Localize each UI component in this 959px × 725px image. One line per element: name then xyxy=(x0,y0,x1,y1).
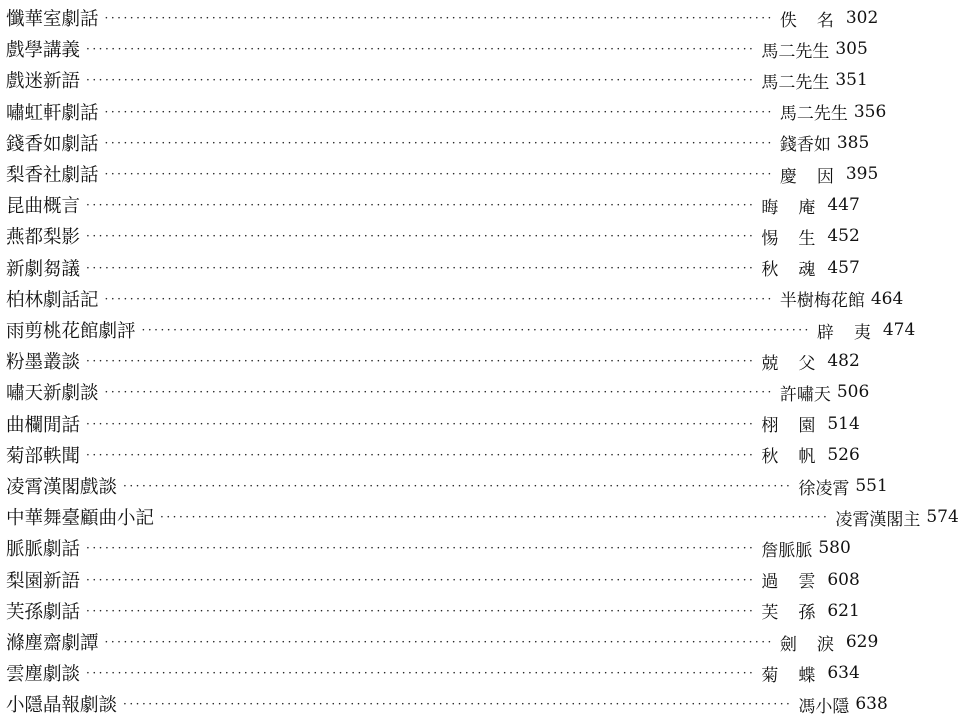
toc-entry xyxy=(6,533,851,563)
entry-author: 馮小隱 xyxy=(798,696,850,717)
toc-entry xyxy=(6,471,888,501)
dot-leader: ·········································································································· xyxy=(86,73,756,88)
toc-entry xyxy=(6,565,860,595)
entry-author: 徐凌霄 xyxy=(798,478,850,499)
dot-leader: ·········································································································· xyxy=(104,291,774,306)
entry-author: 馬二先生 xyxy=(761,72,830,93)
entry-title: 梨香社劇話 xyxy=(6,165,99,186)
toc-entry xyxy=(6,346,860,376)
entry-page-number: 474 xyxy=(882,320,916,340)
entry-title: 錢香如劇話 xyxy=(6,133,99,155)
toc-entry xyxy=(6,221,860,251)
entry-author: 過雲 xyxy=(761,572,836,593)
entry-title: 嘯虹軒劇話 xyxy=(6,102,99,124)
entry-title: 芙孫劇話 xyxy=(6,601,81,623)
entry-page-number: 395 xyxy=(845,164,879,184)
entry-title: 戲迷新語 xyxy=(6,71,81,93)
entry-page-number: 351 xyxy=(835,70,868,91)
dot-leader: ·········································································································· xyxy=(104,385,774,400)
dot-leader: ·········································································································· xyxy=(86,666,756,681)
toc-entry xyxy=(6,65,868,95)
entry-author: 秋魂 xyxy=(761,260,836,281)
dot-leader: ·········································································································· xyxy=(86,354,756,369)
dot-leader: ·········································································································· xyxy=(104,11,774,25)
entry-page-number: 305 xyxy=(835,39,868,60)
entry-page-number: 629 xyxy=(845,632,879,652)
entry-author: 劍淚 xyxy=(779,634,854,655)
dot-leader: ·········································································································· xyxy=(86,198,756,213)
dot-leader: ·········································································································· xyxy=(141,323,811,337)
dot-leader: ·········································································································· xyxy=(104,135,774,150)
toc-entry xyxy=(6,409,860,439)
toc-entry xyxy=(6,627,879,657)
entry-page-number: 638 xyxy=(855,694,888,715)
entry-page-number: 634 xyxy=(827,663,860,684)
entry-page-number: 385 xyxy=(836,132,870,153)
dot-leader: ·········································································································· xyxy=(86,541,756,556)
entry-author: 辟夷 xyxy=(816,322,891,343)
entry-page-number: 551 xyxy=(855,476,888,496)
dot-leader: ·········································································································· xyxy=(86,603,756,618)
toc-entry xyxy=(6,315,916,345)
entry-title: 新劇芻議 xyxy=(6,258,81,280)
dot-leader: ·········································································································· xyxy=(86,572,756,587)
toc-entry xyxy=(6,159,879,189)
entry-author: 詹脈脈 xyxy=(761,540,813,561)
entry-author: 惕生 xyxy=(761,228,836,249)
entry-author: 兢父 xyxy=(761,353,836,374)
entry-author: 慶因 xyxy=(779,166,854,187)
entry-page-number: 447 xyxy=(827,195,860,216)
entry-author: 半樹梅花館 xyxy=(779,291,865,312)
toc-entry xyxy=(6,689,888,719)
entry-title: 小隱晶報劇談 xyxy=(6,695,118,717)
toc-entry xyxy=(6,377,870,407)
dot-leader: ·········································································································· xyxy=(123,697,793,712)
toc-entry xyxy=(6,502,959,532)
entry-page-number: 506 xyxy=(836,382,870,403)
dot-leader: ·········································································································· xyxy=(86,229,756,244)
entry-title: 曲欄閒話 xyxy=(6,414,81,436)
dot-leader: ·········································································································· xyxy=(104,167,774,181)
entry-title: 戲學講義 xyxy=(6,40,81,62)
entry-title: 嘯天新劇談 xyxy=(6,383,99,405)
toc-entry xyxy=(6,3,879,33)
entry-author: 秋帆 xyxy=(761,447,836,468)
entry-title: 中華舞臺顧曲小記 xyxy=(6,508,155,530)
entry-title: 雲塵劇談 xyxy=(6,664,81,686)
dot-leader: ·········································································································· xyxy=(104,104,774,119)
entry-author: 栩園 xyxy=(761,416,836,437)
dot-leader: ·········································································································· xyxy=(123,479,793,493)
entry-title: 昆曲概言 xyxy=(6,196,81,218)
entry-title: 滌塵齋劇譚 xyxy=(6,633,99,654)
entry-author: 錢香如 xyxy=(779,135,831,156)
entry-page-number: 302 xyxy=(845,8,879,28)
entry-page-number: 526 xyxy=(827,444,860,465)
entry-title: 柏林劇話記 xyxy=(6,289,99,311)
entry-author: 凌霄漢閣主 xyxy=(835,509,921,530)
entry-title: 凌霄漢閣戲談 xyxy=(6,477,118,498)
dot-leader: ·········································································································· xyxy=(104,635,774,649)
dot-leader: ·········································································································· xyxy=(160,510,830,525)
entry-title: 梨園新語 xyxy=(6,570,81,592)
entry-page-number: 580 xyxy=(818,538,851,559)
entry-author: 許嘯天 xyxy=(779,384,831,405)
entry-page-number: 464 xyxy=(870,288,904,309)
dot-leader: ·········································································································· xyxy=(86,42,756,57)
entry-page-number: 457 xyxy=(827,257,860,278)
entry-page-number: 608 xyxy=(827,569,860,590)
entry-page-number: 514 xyxy=(827,413,860,434)
toc-entry xyxy=(6,596,860,626)
toc-entry xyxy=(6,97,887,127)
entry-author: 晦庵 xyxy=(761,197,836,218)
entry-title: 懺華室劇話 xyxy=(6,9,99,30)
entry-title: 雨剪桃花館劇評 xyxy=(6,321,136,342)
entry-title: 燕都梨影 xyxy=(6,227,81,249)
entry-page-number: 356 xyxy=(853,101,887,122)
toc-entry xyxy=(6,190,860,220)
entry-title: 粉墨叢談 xyxy=(6,352,81,374)
entry-author: 芙孫 xyxy=(761,603,836,624)
entry-page-number: 574 xyxy=(926,507,959,528)
entry-author: 菊蝶 xyxy=(761,665,836,686)
toc-entry xyxy=(6,440,860,470)
toc-entry xyxy=(6,34,868,64)
entry-page-number: 452 xyxy=(827,226,860,247)
entry-page-number: 482 xyxy=(827,351,860,372)
entry-author: 馬二先生 xyxy=(761,41,830,62)
entry-author: 佚名 xyxy=(779,10,854,31)
toc-entry xyxy=(6,128,870,158)
entry-title: 菊部軼聞 xyxy=(6,445,81,467)
toc-entry xyxy=(6,253,860,283)
entry-page-number: 621 xyxy=(827,600,860,621)
dot-leader: ·········································································································· xyxy=(86,260,756,275)
toc-entry xyxy=(6,284,904,314)
dot-leader: ·········································································································· xyxy=(86,447,756,462)
entry-title: 脈脈劇話 xyxy=(6,539,81,561)
dot-leader: ·········································································································· xyxy=(86,416,756,431)
entry-author: 馬二先生 xyxy=(779,104,848,125)
toc-entry xyxy=(6,658,860,688)
